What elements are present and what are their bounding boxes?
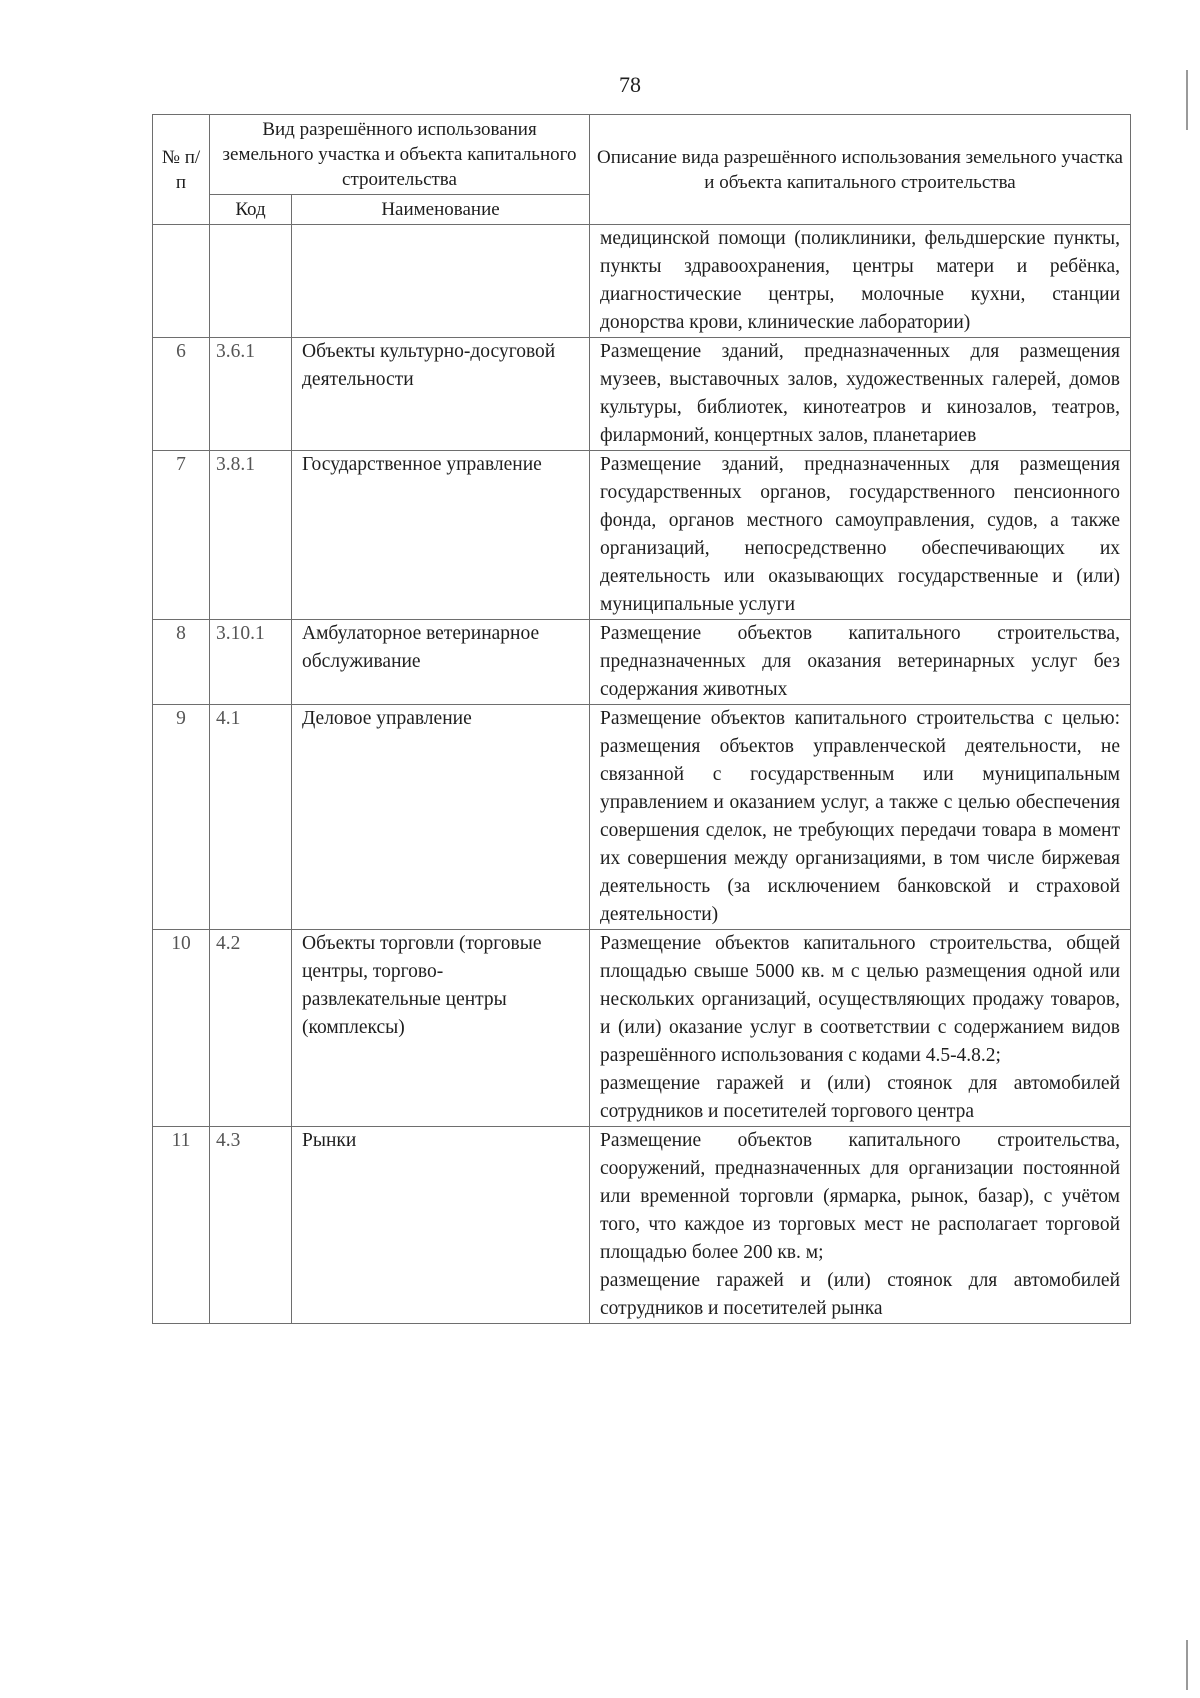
- row-description: [590, 338, 1131, 451]
- header-description: Описание вида разрешённого использования земельного участка и объекта капитального строительства: [590, 115, 1131, 225]
- table-row: [153, 225, 1131, 338]
- description-paragraph: Размещение объектов капитального строительства, сооружений, предназначенных для организации постоянной или временной торговли (ярмарка, рынок, базар), с учётом того, что каждое из торговых мест не располагает торговой площадью более 200 кв. м;: [600, 1130, 1121, 1263]
- row-code: 4.1: [210, 705, 292, 930]
- land-use-table: [152, 114, 1131, 1324]
- row-name: Деловое управление: [292, 705, 590, 930]
- header-group: Вид разрешённого использования земельного участка и объекта капитального строительства: [210, 115, 590, 195]
- table-header-row: [153, 115, 1131, 195]
- header-code: Код: [210, 195, 292, 225]
- row-code: 4.3: [210, 1127, 292, 1324]
- row-description: [590, 930, 1131, 1127]
- row-number: 10: [153, 930, 210, 1127]
- row-number: [153, 225, 210, 338]
- row-name: Амбулаторное ветеринарное обслуживание: [292, 620, 590, 705]
- description-paragraph: медицинской помощи (поликлиники, фельдшерские пункты, пункты здравоохранения, центры матери и ребёнка, диагностические центры, молочные кухни, станции донорства крови, клинические лаборатории): [600, 228, 1121, 333]
- table-body: [153, 225, 1131, 1324]
- row-description: [590, 620, 1131, 705]
- row-name: Объекты торговли (торговые центры, торгово-развлекательные центры (комплексы): [292, 930, 590, 1127]
- row-code: 3.10.1: [210, 620, 292, 705]
- row-code: [210, 225, 292, 338]
- scan-edge-mark: [1186, 1640, 1188, 1690]
- description-paragraph: Размещение зданий, предназначенных для размещения музеев, выставочных залов, художественных галерей, домов культуры, библиотек, кинотеатров и кинозалов, театров, филармоний, концертных залов, планетариев: [600, 341, 1121, 446]
- row-number: 11: [153, 1127, 210, 1324]
- description-paragraph: Размещение объектов капитального строительства, общей площадью свыше 5000 кв. м с целью размещения одной или нескольких организаций, осуществляющих продажу товаров, и (или) оказание услуг в соответствии с содержанием видов разрешённого использования с кодами 4.5-4.8.2;: [600, 933, 1121, 1066]
- row-number: 8: [153, 620, 210, 705]
- row-name: Объекты культурно-досуговой деятельности: [292, 338, 590, 451]
- header-name: Наименование: [292, 195, 590, 225]
- table-row: [153, 705, 1131, 930]
- row-code: 4.2: [210, 930, 292, 1127]
- row-number: 6: [153, 338, 210, 451]
- header-num: № п/п: [153, 115, 210, 225]
- row-description: [590, 225, 1131, 338]
- row-code: 3.6.1: [210, 338, 292, 451]
- row-name: [292, 225, 590, 338]
- description-paragraph: размещение гаражей и (или) стоянок для автомобилей сотрудников и посетителей рынка: [600, 1270, 1121, 1319]
- row-description: [590, 1127, 1131, 1324]
- description-paragraph: размещение гаражей и (или) стоянок для автомобилей сотрудников и посетителей торгового центра: [600, 1073, 1121, 1122]
- scan-edge-mark: [1186, 70, 1188, 130]
- description-paragraph: Размещение зданий, предназначенных для размещения государственных органов, государственного пенсионного фонда, органов местного самоуправления, судов, а также организаций, непосредственно обеспечивающих их деятельность или оказывающих государственные и (или) муниципальные услуги: [600, 454, 1121, 615]
- table-row: [153, 1127, 1131, 1324]
- row-description: [590, 705, 1131, 930]
- description-paragraph: Размещение объектов капитального строительства с целью: размещения объектов управленческой деятельности, не связанной с государственным или муниципальным управлением и оказанием услуг, а также с целью обеспечения совершения сделок, не требующих передачи товара в момент их совершения между организациями, в том числе биржевая деятельность (за исключением банковской и страховой деятельности): [600, 708, 1121, 925]
- row-description: [590, 451, 1131, 620]
- description-paragraph: Размещение объектов капитального строительства, предназначенных для оказания ветеринарных услуг без содержания животных: [600, 623, 1121, 700]
- row-number: 7: [153, 451, 210, 620]
- row-number: 9: [153, 705, 210, 930]
- table-row: [153, 620, 1131, 705]
- page-number: 78: [619, 72, 641, 97]
- row-code: 3.8.1: [210, 451, 292, 620]
- row-name: Государственное управление: [292, 451, 590, 620]
- row-name: Рынки: [292, 1127, 590, 1324]
- table-row: [153, 451, 1131, 620]
- table-row: [153, 930, 1131, 1127]
- table-row: [153, 338, 1131, 451]
